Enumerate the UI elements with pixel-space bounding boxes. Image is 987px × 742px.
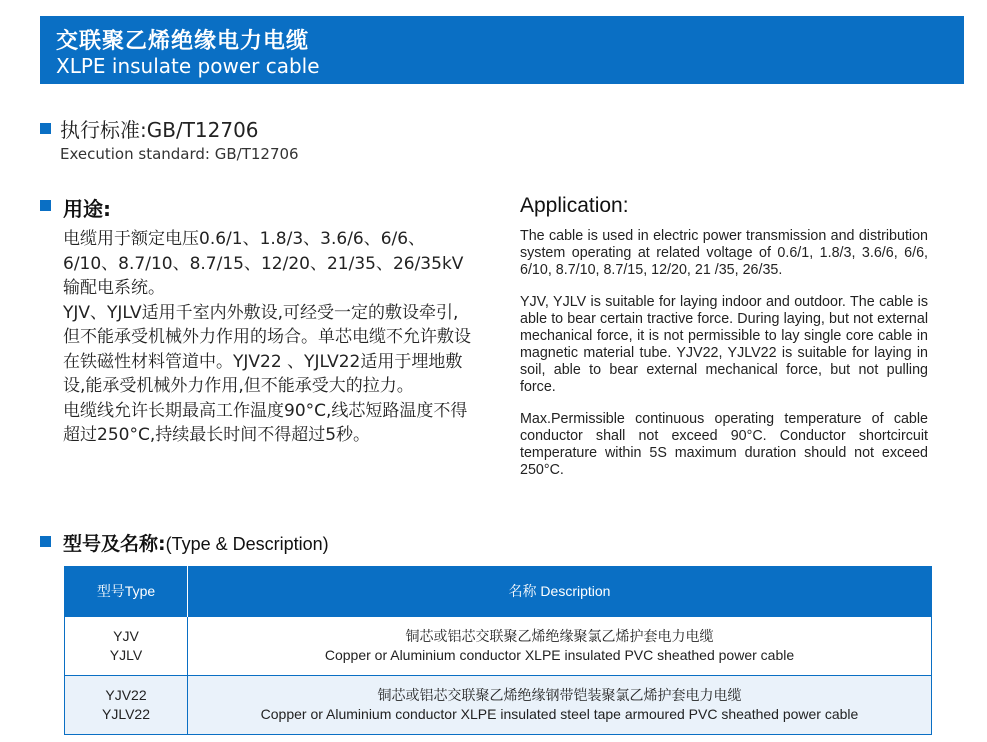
bullet-square-icon bbox=[40, 200, 51, 211]
bullet-square-icon bbox=[40, 123, 51, 134]
application-paragraph: Max.Permissible continuous operating temperature of cable conductor shall not exceed 90°C. Conductor shortcircuit temperature within 5S maximum duration should not exceed 250°C. bbox=[520, 411, 928, 478]
models-heading bbox=[63, 529, 329, 556]
column-header-type: 型号Type bbox=[65, 566, 188, 617]
usage-paragraph: 电缆线允许长期最高工作温度90°C,线芯短路温度不得超过250°C,持续最长时间不得超过5秒。 bbox=[63, 400, 468, 445]
usage-text-cn bbox=[63, 227, 475, 448]
type-cell bbox=[65, 676, 188, 735]
column-header-description: 名称 Description bbox=[188, 566, 932, 617]
title-en: XLPE insulate power cable bbox=[56, 54, 320, 78]
title-cn: 交联聚乙烯绝缘电力电缆 bbox=[56, 29, 310, 54]
standard-label: 执行标准:GB/T12706 bbox=[60, 118, 259, 142]
application-paragraph: The cable is used in electric power transmission and distribution system operating at related voltage of 0.6/1, 1.8/3, 3.6/6, 6/6, 6/10, 8.7/10, 8.7/15, 12/20, 21 /35, 26/35. bbox=[520, 228, 928, 278]
description-cell bbox=[188, 617, 932, 676]
usage-heading: 用途: bbox=[63, 197, 111, 221]
usage-paragraph: YJV、YJLV适用千室内外敷设,可经受一定的敷设牵引,但不能承受机械外力作用的场合。单芯电缆不允许敷设在铁磁性材料管道中。YJV22 、YJLV22适用于埋地敷设,能承受机械外力作用,但不能承受大的拉力。 bbox=[63, 302, 471, 396]
table-row bbox=[65, 676, 932, 735]
description-en: Copper or Aluminium conductor XLPE insulated PVC sheathed power cable bbox=[324, 647, 795, 663]
type-value: YJV22 bbox=[105, 687, 147, 703]
type-value: YJLV bbox=[109, 647, 143, 663]
application-heading: Application: bbox=[520, 194, 629, 217]
standard-label-en: Execution standard: GB/T12706 bbox=[60, 145, 299, 163]
bullet-square-icon bbox=[40, 536, 51, 547]
table-header-row bbox=[65, 566, 932, 617]
type-cell bbox=[65, 617, 188, 676]
table-row bbox=[65, 617, 932, 676]
type-value: YJV bbox=[113, 628, 139, 644]
description-en: Copper or Aluminium conductor XLPE insulated steel tape armoured PVC sheathed power cable bbox=[260, 706, 859, 722]
models-heading-en: (Type & Description) bbox=[165, 534, 329, 554]
description-cn: 铜芯或铝芯交联聚乙烯绝缘钢带铠装聚氯乙烯护套电力电缆 bbox=[377, 687, 742, 703]
description-cn: 铜芯或铝芯交联聚乙烯绝缘聚氯乙烯护套电力电缆 bbox=[405, 628, 714, 644]
usage-paragraph: 电缆用于额定电压0.6/1、1.8/3、3.6/6、6/6、6/10、8.7/10、8.7/15、12/20、21/35、26/35kV输配电系统。 bbox=[63, 229, 464, 298]
application-paragraph: YJV, YJLV is suitable for laying indoor and outdoor. The cable is able to bear certain tractive force. During laying, but not external mechanical force, it is not permissible to lay single core cable in magnetic material tube. YJV22, YJLV22 is suitable for laying in soil, able to bear external mechanical force, but not pulling force. bbox=[520, 294, 928, 395]
application-text-en bbox=[520, 228, 928, 494]
model-table bbox=[64, 566, 932, 735]
models-heading-cn: 型号及名称: bbox=[63, 533, 166, 555]
description-cell bbox=[188, 676, 932, 735]
type-value: YJLV22 bbox=[102, 706, 150, 722]
title-banner bbox=[40, 16, 964, 84]
